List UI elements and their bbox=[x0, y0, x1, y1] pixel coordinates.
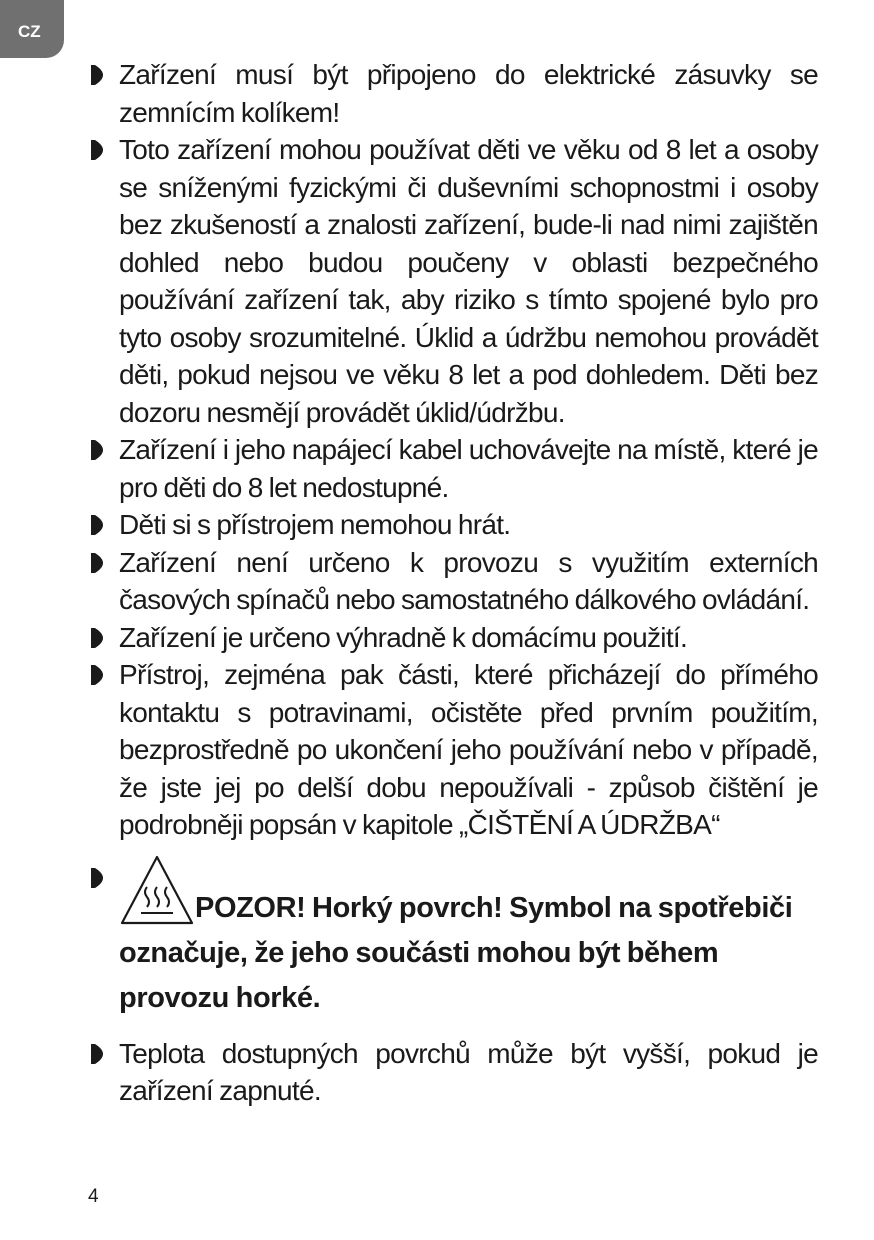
list-item-text: Zařízení je určeno výhradně k domácímu použití. bbox=[119, 621, 688, 653]
safety-instructions-list bbox=[88, 56, 818, 1110]
list-item bbox=[88, 619, 818, 657]
bullet-arrow-icon bbox=[91, 440, 103, 460]
bullet-arrow-icon bbox=[91, 140, 103, 160]
bullet-arrow-icon bbox=[91, 665, 103, 685]
bullet-arrow-icon bbox=[91, 65, 103, 85]
bullet-arrow-icon bbox=[91, 1044, 103, 1064]
list-item-text: Teplota dostupných povrchů může být vyšší, pokud je zařízení zapnuté. bbox=[119, 1037, 818, 1106]
language-tab: CZ bbox=[0, 0, 64, 58]
page-number: 4 bbox=[88, 1186, 99, 1207]
list-item bbox=[88, 1035, 818, 1110]
list-item-text: Děti si s přístrojem nemohou hrát. bbox=[119, 509, 511, 540]
bullet-arrow-icon bbox=[91, 628, 103, 648]
bullet-arrow-icon bbox=[91, 515, 103, 535]
list-item bbox=[88, 131, 818, 431]
hot-surface-warning bbox=[88, 854, 818, 1021]
list-item bbox=[88, 656, 818, 844]
bullet-arrow-icon bbox=[91, 868, 103, 888]
list-item bbox=[88, 431, 818, 506]
list-item-text: Toto zařízení mohou používat děti ve věku od 8 let a osoby se sníženými fyzickými či duševními schopnostmi i osoby bez zkušeností a znalosti zařízení, bude-li nad nimi zajištěn dohled nebo budou poučeny v oblasti bezpečného používání zařízení tak, aby riziko s tímto spojené bylo pro tyto osoby srozumitelné. Úklid a údržbu nemohou provádět děti, pokud nejsou ve věku 8 let a pod dohledem. Děti bez dozoru nesmějí provádět úklid/údržbu. bbox=[119, 134, 818, 428]
list-item bbox=[88, 506, 818, 544]
list-item bbox=[88, 56, 818, 131]
warning-text: POZOR! Horký povrch! Symbol na spotřebiči označuje, že jeho součásti mohou být během provozu horké. bbox=[119, 891, 793, 1014]
bullet-arrow-icon bbox=[91, 553, 103, 573]
list-item-text: Zařízení musí být připojeno do elektrické zásuvky se zemnícím kolíkem! bbox=[119, 59, 818, 128]
list-item-text: Zařízení není určeno k provozu s využitím externích časových spínačů nebo samostatného dálkového ovládání. bbox=[119, 546, 818, 615]
list-item bbox=[88, 544, 818, 619]
list-item-text: Zařízení i jeho napájecí kabel uchovávejte na místě, které je pro děti do 8 let nedostupné. bbox=[119, 434, 818, 503]
hot-surface-warning-icon bbox=[119, 854, 195, 926]
list-item-text: Přístroj, zejména pak části, které přicházejí do přímého kontaktu s potravinami, očistěte před prvním použitím, bezprostředně po ukončení jeho používání nebo v případě, že jste jej po delší dobu nepoužívali - způsob čištění je podrobněji popsán v kapitole „ČIŠTĚNÍ A ÚDRŽBA“ bbox=[119, 659, 818, 840]
